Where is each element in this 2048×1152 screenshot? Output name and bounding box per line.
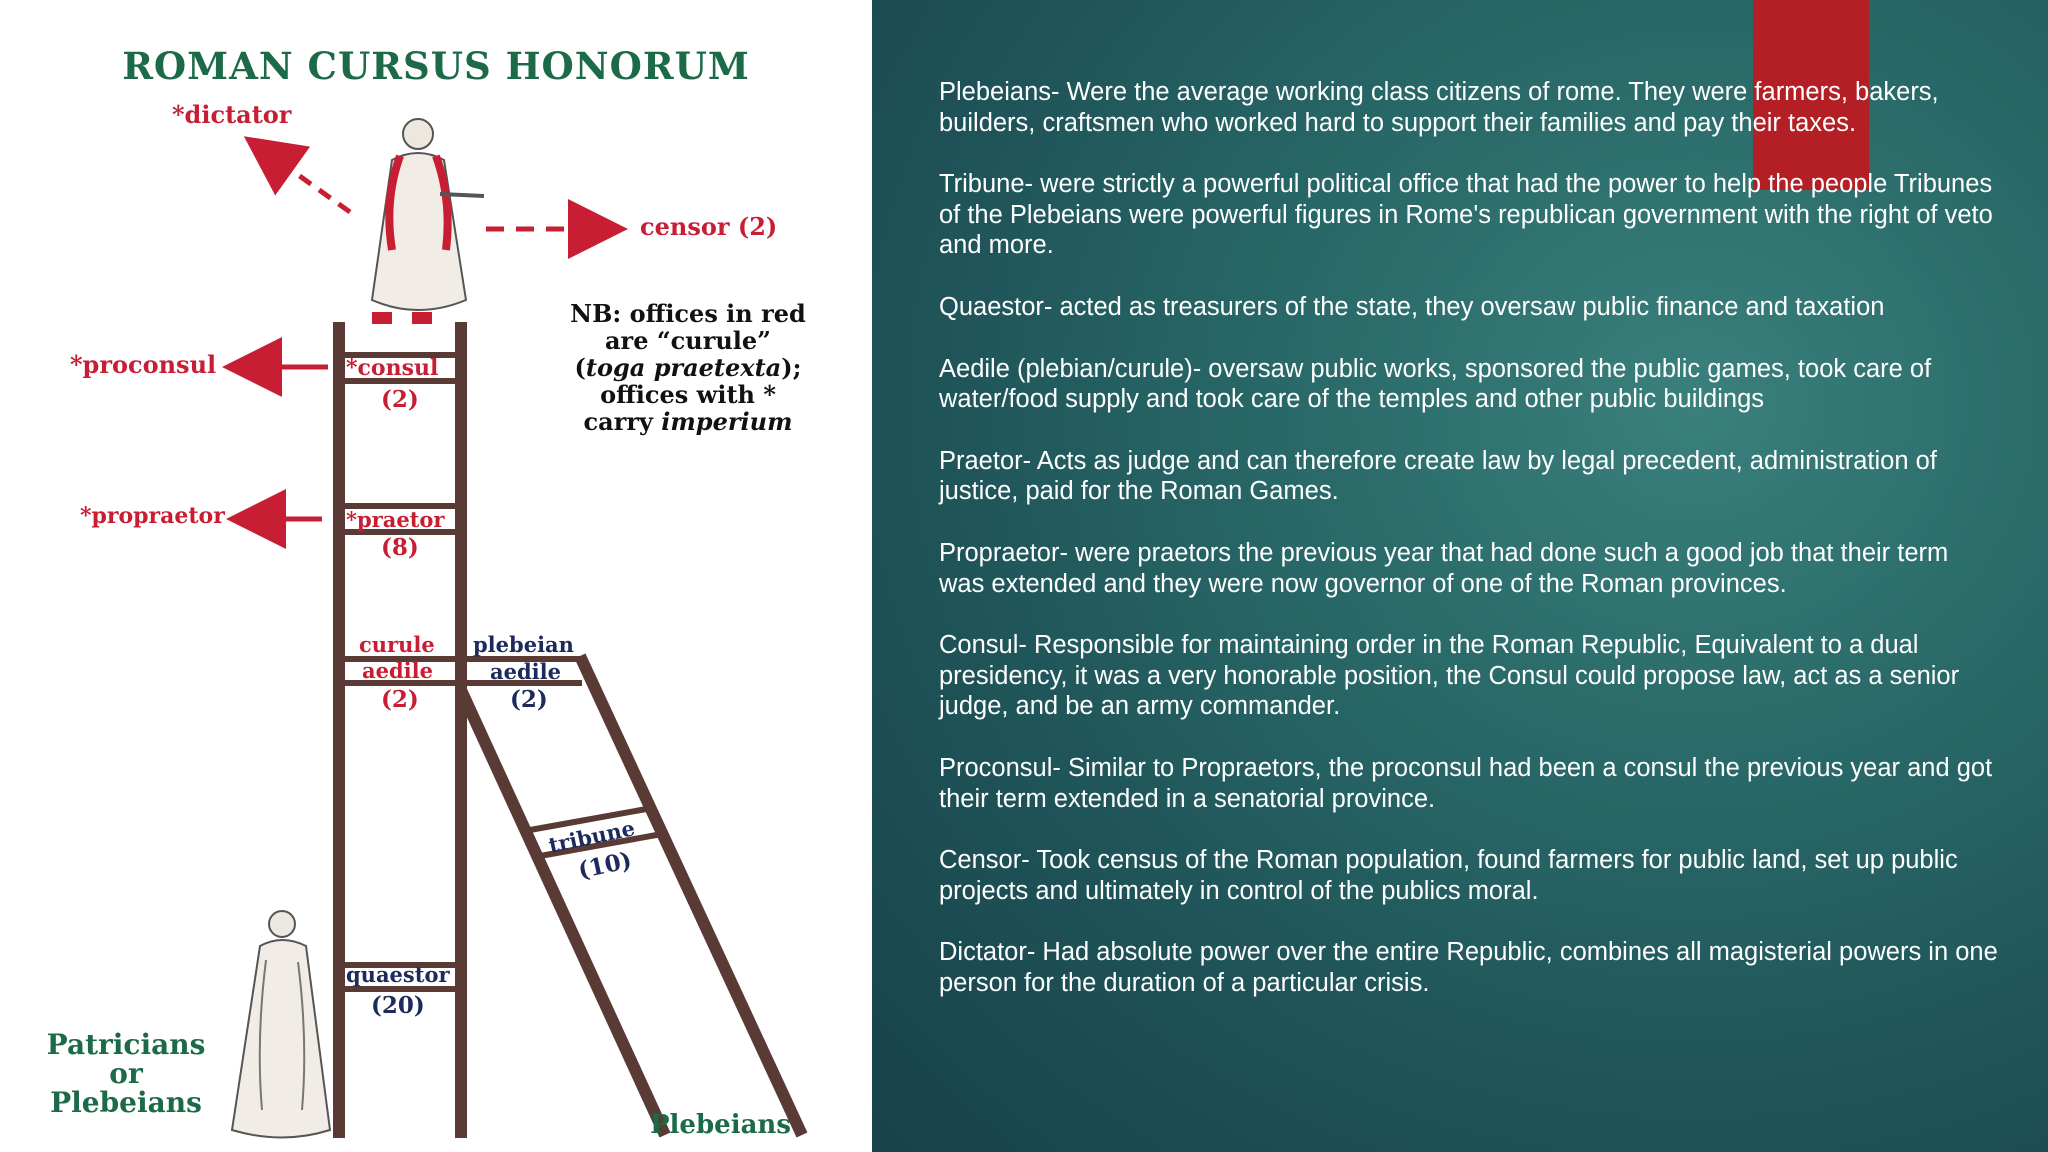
nb-line-2: are “curule” <box>605 326 771 355</box>
nb-line-5-italic: imperium <box>661 407 793 436</box>
label-quaestor: quaestor <box>346 962 450 987</box>
label-consul: *consul <box>346 355 439 381</box>
label-curule-aedile: aedile <box>362 658 433 683</box>
arrow-dictator <box>252 142 350 212</box>
plebeian-rail-right <box>580 656 802 1135</box>
nb-line-5 <box>548 408 828 435</box>
label-curule-count: (2) <box>381 686 419 713</box>
label-curule: curule <box>359 632 435 657</box>
patricians-line-2: or <box>109 1057 143 1090</box>
ladder-rail-left <box>333 322 345 1138</box>
label-plebeians-bottom: Plebeians <box>650 1110 791 1140</box>
label-censor: censor (2) <box>640 212 778 241</box>
patricians-line-3: Plebeians <box>50 1086 202 1119</box>
paragraph-consul: Consul- Responsible for maintaining order in the Roman Republic, Equivalent to a dual presidency, it was a very honorable position, the Consul could propose law, act as a senior judge, and be an army commander. <box>939 631 1960 721</box>
paragraph-censor: Censor- Took census of the Roman population, found farmers for public land, set up public projects and ultimately in control of the publics moral. <box>939 846 1958 905</box>
citizen-figure-bottom <box>232 911 330 1138</box>
label-quaestor-count: (20) <box>371 992 425 1019</box>
label-patricians-or-plebeians <box>26 1030 226 1117</box>
paragraph-quaestor: Quaestor- acted as treasurers of the state, they oversaw public finance and taxation <box>939 292 1885 321</box>
label-tribune: tribune <box>546 815 637 858</box>
nb-line-4: offices with * <box>600 380 776 409</box>
label-proconsul: *proconsul <box>70 350 217 379</box>
label-plebeian-count: (2) <box>510 686 548 713</box>
cursus-honorum-diagram <box>0 0 872 1152</box>
label-consul-count: (2) <box>381 386 419 413</box>
patricians-line-1: Patricians <box>46 1028 206 1061</box>
label-dictator: *dictator <box>172 100 292 129</box>
label-plebeian-aedile: aedile <box>490 659 561 684</box>
label-praetor: *praetor <box>346 507 445 532</box>
nb-line-3-close: ); <box>781 353 802 382</box>
paragraph-dictator: Dictator- Had absolute power over the entire Republic, combines all magisterial powers in one person for the duration of a particular crisis. <box>939 938 1998 997</box>
paragraph-tribune: Tribune- were strictly a powerful political office that had the power to help the people Tribunes of the Plebeians were powerful figures in Rome's republican government with the right of veto and more. <box>939 170 1993 260</box>
label-plebeian: plebeian <box>473 632 574 657</box>
diagram-title: ROMAN CURSUS HONORUM <box>122 44 750 88</box>
label-praetor-count: (8) <box>381 534 419 561</box>
paragraph-propraetor: Propraetor- were praetors the previous year that had done such a good job that their term was extended and they were now governor of one of the Roman provinces. <box>939 538 1949 598</box>
nb-line-1: NB: offices in red <box>570 299 806 328</box>
paragraph-praetor: Praetor- Acts as judge and can therefore create law by legal precedent, administration of justice, paid for the Roman Games. <box>939 446 1937 506</box>
nb-line-3-open: ( <box>574 353 586 382</box>
ladder-rail-right <box>455 322 467 1138</box>
nb-line-5-plain: carry <box>583 407 662 436</box>
paragraph-aedile: Aedile (plebian/curule)- oversaw public works, sponsored the public games, took care of water/food supply and took care of the temples and other public buildings <box>939 354 1932 414</box>
paragraph-plebeians: Plebeians- Were the average working class citizens of rome. They were farmers, bakers, builders, craftsmen who worked hard to support their families and pay their taxes. <box>939 78 1939 137</box>
plebeian-rail-left <box>461 690 665 1135</box>
nb-note <box>548 300 828 435</box>
senator-figure-top <box>372 119 484 324</box>
nb-line-3-italic: toga praetexta <box>585 353 782 382</box>
label-tribune-count: (10) <box>575 846 635 885</box>
label-propraetor: *propraetor <box>80 503 225 529</box>
nb-line-3 <box>548 354 828 381</box>
definitions-list <box>939 77 1999 1029</box>
paragraph-proconsul: Proconsul- Similar to Propraetors, the proconsul had been a consul the previous year and got their term extended in a senatorial province. <box>939 753 1993 813</box>
